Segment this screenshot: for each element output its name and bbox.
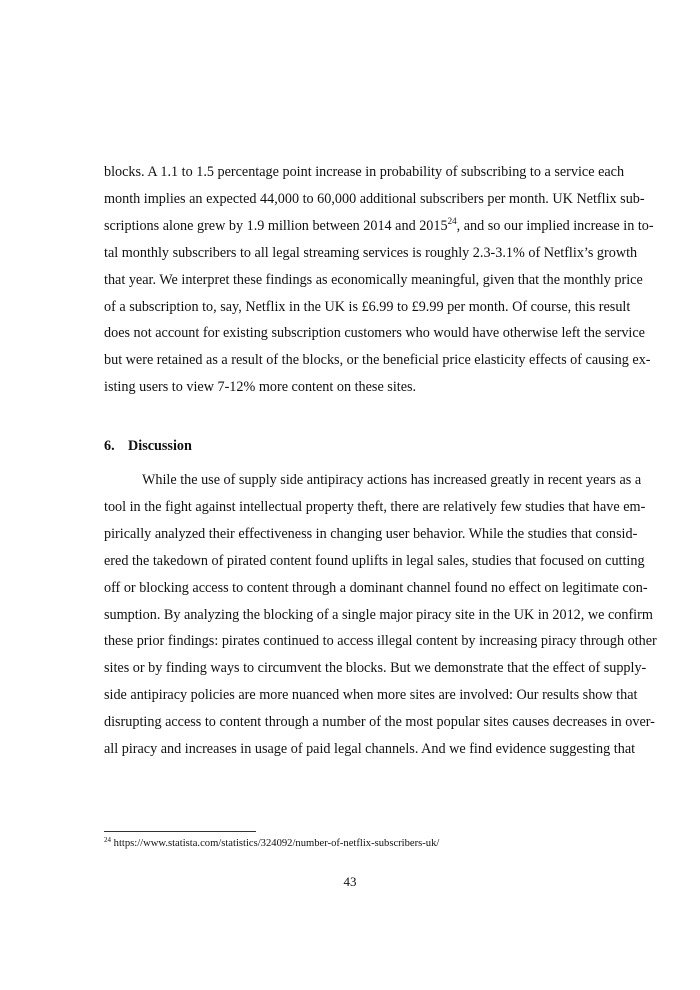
text-line: tool in the fight against intellectual property theft, there are relatively few studies that have em- <box>104 498 646 515</box>
footnote-reference: 24 <box>447 215 457 226</box>
text-line: of a subscription to, say, Netflix in the UK is £6.99 to £9.99 per month. Of course, this result <box>104 298 631 315</box>
text-line: blocks. A 1.1 to 1.5 percentage point increase in probability of subscribing to a service each <box>104 164 625 180</box>
section-number: 6. <box>104 438 115 454</box>
text-segment: , and so our implied increase in to- <box>456 217 654 234</box>
text-line: side antipiracy policies are more nuanced when more sites are involved: Our results show that <box>104 687 638 704</box>
text-line: that year. We interpret these findings as economically meaningful, given that the monthly price <box>104 271 643 288</box>
text-line: month implies an expected 44,000 to 60,000 additional subscribers per month. UK Netflix sub- <box>104 190 645 207</box>
section-heading <box>104 438 192 455</box>
footnote-url: https://www.statista.com/statistics/324092/number-of-netflix-subscribers-uk/ <box>111 838 440 849</box>
text-line: but were retained as a result of the blocks, or the beneficial price elasticity effects of causing ex- <box>104 352 651 369</box>
text-line: these prior findings: pirates continued to access illegal content by increasing piracy through other <box>104 633 657 650</box>
page-number: 43 <box>343 874 357 889</box>
text-line: all piracy and increases in usage of paid legal channels. And we find evidence suggesting that <box>104 741 636 758</box>
text-line: While the use of supply side antipiracy actions has increased greatly in recent years as a <box>142 472 642 488</box>
text-line: sumption. By analyzing the blocking of a single major piracy site in the UK in 2012, we confirm <box>104 606 653 623</box>
text-line: tal monthly subscribers to all legal streaming services is roughly 2.3-3.1% of Netflix’s growth <box>104 244 638 261</box>
text-line: off or blocking access to content through a dominant channel found no effect on legitimate con- <box>104 579 648 596</box>
footnote <box>104 837 439 850</box>
text-segment: scriptions alone grew by 1.9 million between 2014 and 2015 <box>104 217 448 234</box>
text-line <box>104 213 654 240</box>
text-line: disrupting access to content through a number of the most popular sites causes decreases in over- <box>104 714 655 731</box>
footnote-divider <box>104 831 256 832</box>
text-line: pirically analyzed their effectiveness in changing user behavior. While the studies that consid- <box>104 525 638 542</box>
text-line: isting users to view 7-12% more content on these sites. <box>104 379 417 396</box>
text-line: sites or by finding ways to circumvent the blocks. But we demonstrate that the effect of supply- <box>104 660 647 677</box>
paragraph-discussion <box>104 467 657 763</box>
text-line: does not account for existing subscription customers who would have otherwise left the service <box>104 325 645 342</box>
section-title: Discussion <box>128 438 192 454</box>
footnote-marker: 24 <box>104 836 111 844</box>
text-line: ered the takedown of pirated content found uplifts in legal sales, studies that focused on cutting <box>104 552 645 569</box>
paragraph-results-interpretation <box>104 159 654 401</box>
